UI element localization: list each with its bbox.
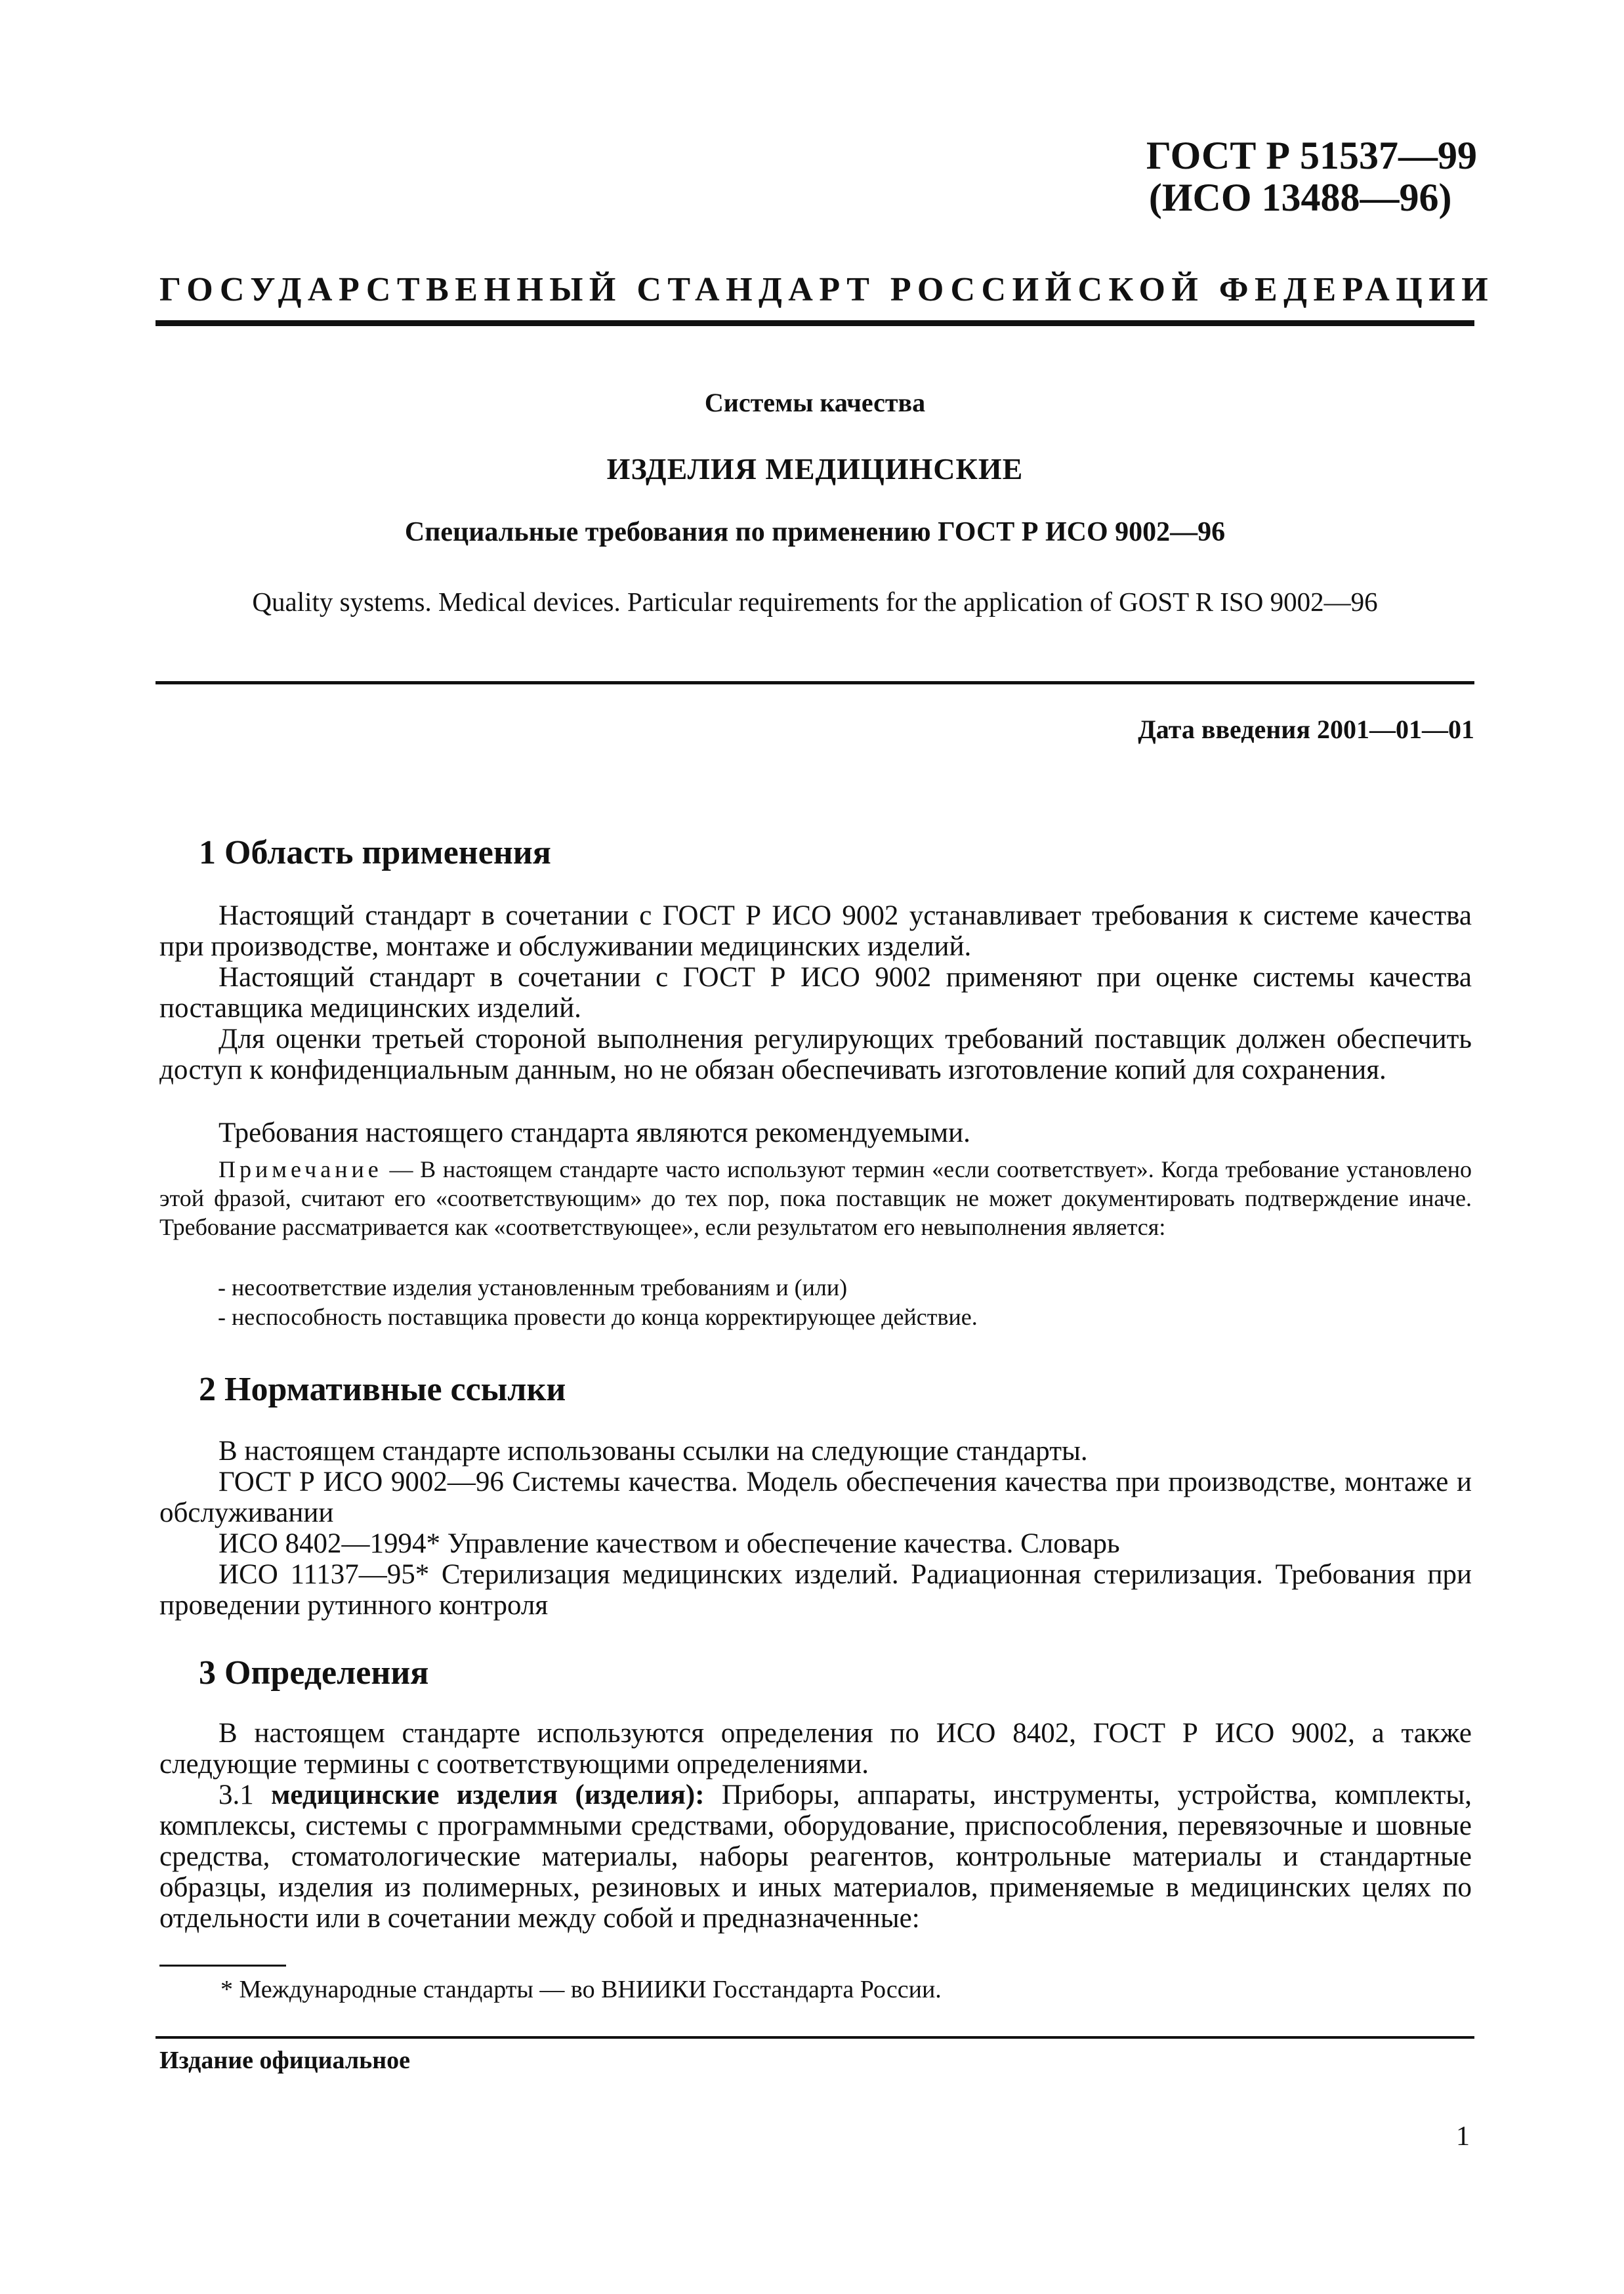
footer-rule xyxy=(156,2036,1474,2039)
document-title: ИЗДЕЛИЯ МЕДИЦИНСКИЕ xyxy=(606,452,1024,486)
page-number: 1 xyxy=(1456,2121,1470,2152)
note-text: — В настоящем стандарте часто используют термин «если соответствует». Когда требование установлено этой фразой, считают его «соответствующим» до тех пор, пока поставщик не может документировать подтверждение иначе. Требование рассматривается как «соответствующее», если результатом его невыполнения является: xyxy=(159,1156,1472,1240)
section-1-heading: 1 Область применения xyxy=(199,834,551,871)
reference-item: ИСО 8402—1994* Управление качеством и обеспечение качества. Словарь xyxy=(219,1528,1120,1559)
section-3-heading: 3 Определения xyxy=(199,1654,429,1692)
edition-label: Издание официальное xyxy=(159,2047,411,2074)
introduction-date: Дата введения 2001—01—01 xyxy=(1138,715,1474,744)
header-rule xyxy=(156,320,1474,326)
section-1-paragraph: Для оценки третьей стороной выполнения регулирующих требований поставщик должен обеспечить доступ к конфиденциальным данным, но не обязан обеспечивать изготовление копий для сохранения. xyxy=(159,1024,1472,1085)
english-title: Quality systems. Medical devices. Particular requirements for the application of GOST R ISO 9002—96 xyxy=(252,587,1378,617)
definition-text: Приборы, аппараты, инструменты, устройства, комплекты, комплексы, системы с программными средствами, оборудование, приспособления, перевязочные и шовные средства, стоматологические материалы, наборы реагентов, контрольные материалы и стандартные образцы, изделия из полимерных, резиновых и иных материалов, применяемые в медицинских целях по отдельности или в сочетании между собой и предназначенные: xyxy=(159,1780,1472,1934)
iso-number: (ИСО 13488—96) xyxy=(1148,176,1452,219)
standard-number-block xyxy=(1146,135,1477,219)
reference-item: ИСО 11137—95* Стерилизация медицинских изделий. Радиационная стерилизация. Требования при проведении рутинного контроля xyxy=(159,1559,1472,1621)
section-1-paragraph: Настоящий стандарт в сочетании с ГОСТ Р ИСО 9002 применяют при оценке системы качества поставщика медицинских изделий. xyxy=(159,962,1472,1024)
definition-3-1 xyxy=(159,1780,1472,1934)
section-1-note xyxy=(159,1155,1472,1241)
section-1-paragraph: Требования настоящего стандарта являются рекомендуемыми. xyxy=(219,1117,970,1148)
list-item: - неспособность поставщика провести до конца корректирующее действие. xyxy=(218,1304,978,1330)
section-3-paragraph: В настоящем стандарте используются определения по ИСО 8402, ГОСТ Р ИСО 9002, а также следующие термины с соответствующими определениями. xyxy=(159,1718,1472,1780)
footnote-rule xyxy=(159,1965,286,1967)
definition-term: медицинские изделия (изделия): xyxy=(271,1780,705,1810)
title-rule xyxy=(156,681,1474,684)
list-item: - несоответствие изделия установленным требованиям и (или) xyxy=(218,1274,848,1301)
gost-number: ГОСТ Р 51537—99 xyxy=(1146,134,1477,177)
reference-item: ГОСТ Р ИСО 9002—96 Системы качества. Модель обеспечения качества при производстве, монтаже и обслуживании xyxy=(159,1467,1472,1528)
definition-number: 3.1 xyxy=(219,1780,272,1810)
section-2-heading: 2 Нормативные ссылки xyxy=(199,1371,566,1408)
section-2-paragraph: В настоящем стандарте использованы ссылки на следующие стандарты. xyxy=(219,1436,1088,1467)
state-standard-title: ГОСУДАРСТВЕННЫЙ СТАНДАРТ РОССИЙСКОЙ ФЕДЕРАЦИИ xyxy=(159,271,1495,308)
footnote: * Международные стандарты — во ВНИИКИ Госстандарта России. xyxy=(220,1976,942,2003)
section-1-paragraph: Настоящий стандарт в сочетании с ГОСТ Р ИСО 9002 устанавливает требования к системе качества при производстве, монтаже и обслуживании медицинских изделий. xyxy=(159,900,1472,962)
document-special-title: Специальные требования по применению ГОСТ Р ИСО 9002—96 xyxy=(404,517,1226,547)
document-subtitle: Системы качества xyxy=(704,388,926,417)
note-label: Примечание xyxy=(219,1156,383,1182)
